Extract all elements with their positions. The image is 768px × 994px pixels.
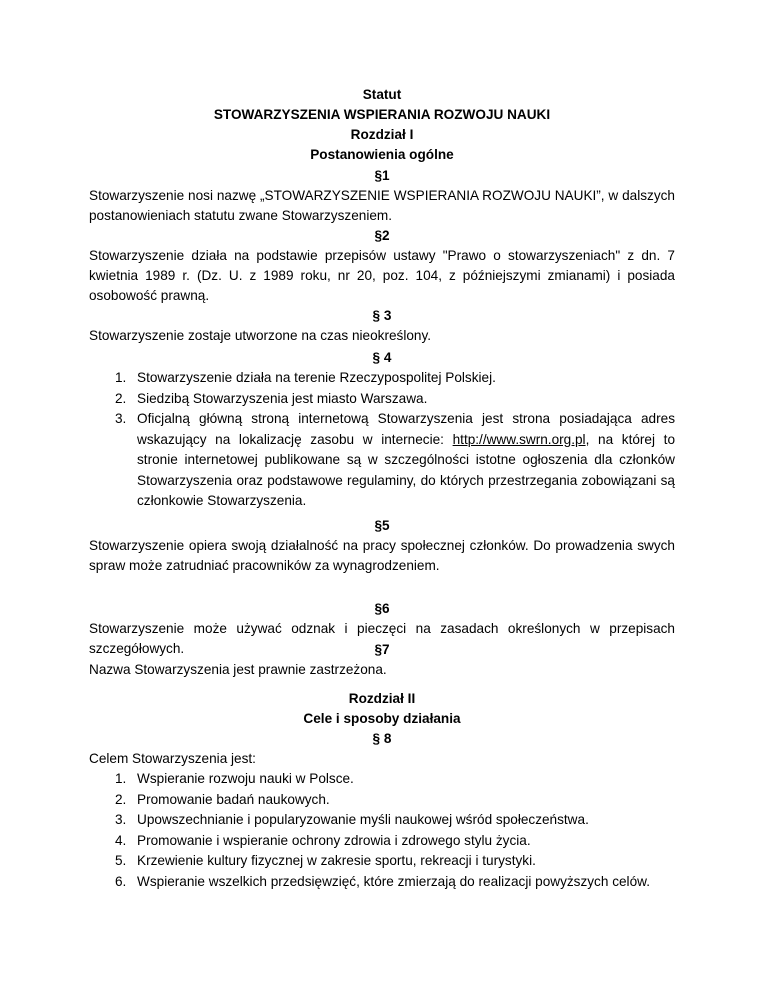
section-6-heading: §6 [374, 601, 390, 616]
section-3-heading: § 3 [372, 308, 392, 323]
document-header [89, 85, 675, 165]
section-8 [89, 729, 675, 769]
section-5 [89, 516, 675, 576]
list-item [89, 790, 675, 811]
list-item [89, 389, 675, 410]
list-item-text: Wspieranie rozwoju nauki w Polsce. [137, 771, 354, 786]
list-item-text: Wspieranie wszelkich przedsięwzięć, które zmierzają do realizacji powyższych celów. [137, 873, 650, 889]
section-2-heading: §2 [374, 228, 390, 243]
section-8-heading: § 8 [372, 731, 392, 746]
chapter-2-header [89, 689, 675, 729]
list-item [89, 409, 675, 512]
section-2-text: Stowarzyszenie działa na podstawie przepisów ustawy "Prawo o stowarzyszeniach" z dn. 7 kwietnia 1989 r. (Dz. U. z 1989 roku, nr 20, poz. 104, z późniejszymi zmianami) i posiada osobowość prawną. [89, 248, 675, 303]
section-1-text: Stowarzyszenie nosi nazwę „STOWARZYSZENIE WSPIERANIA ROZWOJU NAUKI”, w dalszych postanowieniach statutu zwane Stowarzyszeniem. [89, 188, 675, 223]
list-item-text: Siedzibą Stowarzyszenia jest miasto Warszawa. [137, 390, 428, 406]
list-item-number: 3. [115, 411, 127, 426]
section-1-heading: §1 [374, 168, 390, 183]
chapter-1-label: Rozdział I [350, 127, 414, 142]
list-item-text-part: , na której to stronie internetowej publikowane są w szczególności istotne ogłoszenia dla członków Stowarzyszenia oraz podstawowe regulaminy, do których przestrzegania zobowiązani są członkowie Stowarzyszenia. [137, 431, 675, 508]
list-item [89, 851, 675, 872]
document-title: Statut [362, 87, 402, 102]
section-7-text: Nazwa Stowarzyszenia jest prawnie zastrzeżona. [89, 662, 387, 677]
section-6-text: Stowarzyszenie może używać odznak i pieczęci na zasadach określonych w przepisach szczegółowych. [89, 621, 675, 656]
list-item-text [137, 409, 675, 512]
section-5-text: Stowarzyszenie opiera swoją działalność na pracy społecznej członków. Do prowadzenia swych spraw może zatrudniać pracowników za wynagrodzeniem. [89, 538, 675, 573]
list-item [89, 769, 675, 790]
list-item [89, 810, 675, 831]
list-item-number: 2. [115, 390, 127, 406]
chapter-2-label: Rozdział II [348, 691, 416, 706]
list-item [89, 831, 675, 852]
list-item-number: 1. [115, 370, 127, 385]
list-item-number: 1. [115, 771, 127, 786]
section-8-list [89, 769, 675, 892]
list-item-text: Stowarzyszenie działa na terenie Rzeczypospolitej Polskiej. [137, 370, 496, 385]
chapter-1-title: Postanowienia ogólne [310, 147, 454, 162]
section-3 [89, 306, 675, 346]
section-8-intro: Celem Stowarzyszenia jest: [89, 751, 256, 766]
chapter-2-title: Cele i sposoby działania [303, 711, 461, 726]
list-item-number: 2. [115, 791, 127, 807]
list-item [89, 368, 675, 389]
section-4-heading: § 4 [372, 350, 392, 365]
list-item-text: Krzewienie kultury fizycznej w zakresie sportu, rekreacji i turystyki. [137, 853, 536, 868]
list-item-text: Promowanie badań naukowych. [137, 791, 330, 807]
list-item-number: 3. [115, 812, 127, 827]
list-item-text: Promowanie i wspieranie ochrony zdrowia i zdrowego stylu życia. [137, 832, 531, 848]
section-2 [89, 226, 675, 306]
section-3-text: Stowarzyszenie zostaje utworzone na czas nieokreślony. [89, 328, 432, 343]
section-7 [89, 640, 675, 680]
list-item-text-part: Oficjalną główną stroną internetową Stowarzyszenia jest strona posiadająca adres wskazujący na lokalizację zasobu w internecie: [137, 411, 675, 447]
list-item-number: 6. [115, 873, 127, 889]
section-1 [89, 166, 675, 226]
section-7-heading: §7 [374, 642, 390, 657]
organization-name: STOWARZYSZENIA WSPIERANIA ROZWOJU NAUKI [213, 107, 551, 122]
website-link[interactable]: http://www.swrn.org.pl [452, 431, 586, 447]
section-4-list [89, 368, 675, 512]
list-item-number: 4. [115, 832, 127, 848]
list-item-text: Upowszechnianie i popularyzowanie myśli naukowej wśród społeczeństwa. [137, 812, 589, 827]
list-item [89, 872, 675, 893]
list-item-number: 5. [115, 853, 127, 868]
section-4-heading-wrap [89, 348, 675, 368]
section-5-heading: §5 [374, 518, 390, 533]
